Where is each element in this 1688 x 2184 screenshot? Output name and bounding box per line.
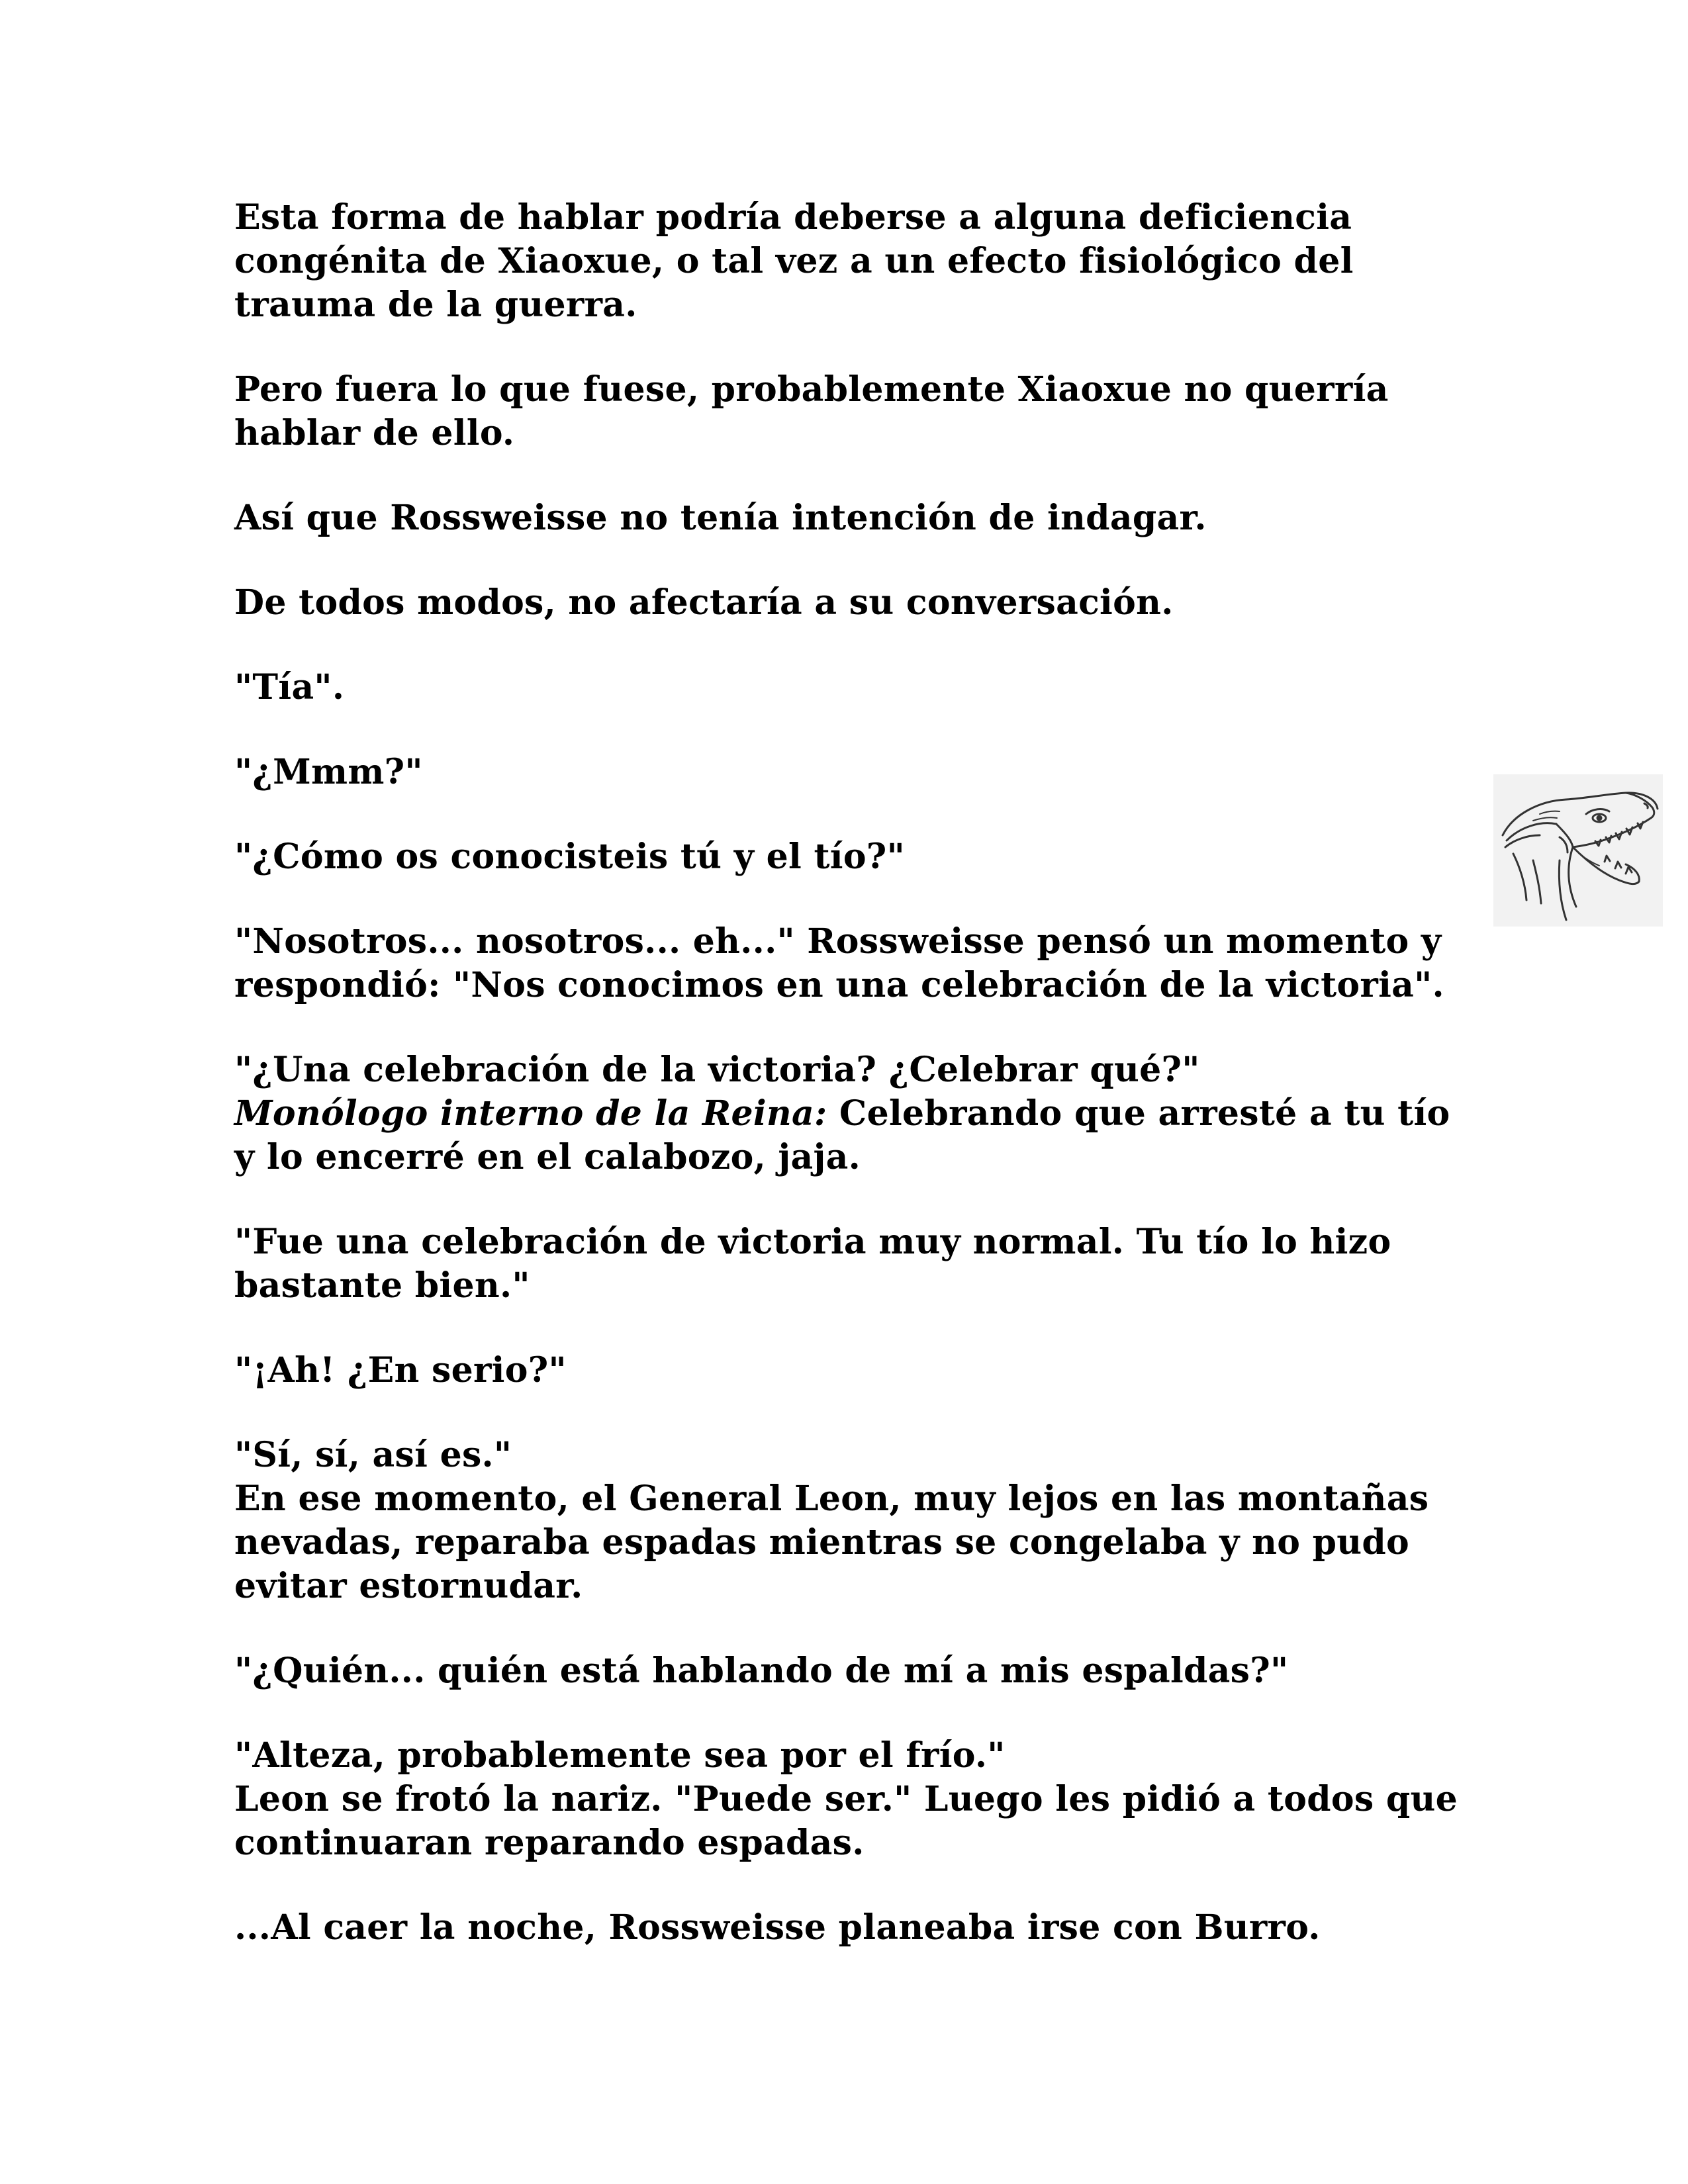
text-line: "¡Ah! ¿En serio?" — [234, 1350, 567, 1390]
paragraph-9 — [234, 1048, 1492, 1179]
text-line: hablar de ello. — [234, 413, 515, 453]
text-line: "¿Quién... quién está hablando de mí a mis espaldas?" — [234, 1651, 1289, 1691]
text-line: "Tía". — [234, 667, 345, 707]
paragraph-2 — [234, 368, 1492, 455]
body-text — [234, 196, 1492, 1991]
paragraph-1 — [234, 196, 1492, 327]
paragraph-12 — [234, 1433, 1492, 1608]
text-line: "Alteza, probablemente sea por el frío." — [234, 1735, 1006, 1776]
dinosaur-head-sketch-icon — [1493, 774, 1663, 927]
text-line: Leon se frotó la nariz. "Puede ser." Luego les pidió a todos que — [234, 1779, 1458, 1819]
text-line: En ese momento, el General Leon, muy lejos en las montañas — [234, 1479, 1429, 1519]
text-line: Esta forma de hablar podría deberse a alguna deficiencia — [234, 197, 1352, 238]
text-line: "Fue una celebración de victoria muy normal. Tu tío lo hizo — [234, 1222, 1391, 1262]
text-line — [234, 1092, 1492, 1136]
text-line: "¿Una celebración de la victoria? ¿Celebrar qué?" — [234, 1050, 1200, 1090]
paragraph-7 — [234, 835, 1492, 879]
text-line: nevadas, reparaba espadas mientras se congelaba y no pudo — [234, 1522, 1409, 1563]
text-line: Así que Rossweisse no tenía intención de indagar. — [234, 498, 1207, 538]
paragraph-15 — [234, 1906, 1492, 1950]
text-line: congénita de Xiaoxue, o tal vez a un efecto fisiológico del — [234, 241, 1354, 281]
text-line: "¿Mmm?" — [234, 752, 423, 792]
text-line: "¿Cómo os conocisteis tú y el tío?" — [234, 837, 905, 877]
paragraph-4 — [234, 581, 1492, 625]
text-line: "Sí, sí, así es." — [234, 1435, 512, 1475]
text-line: "Nosotros... nosotros... eh..." Rossweisse pensó un momento y — [234, 921, 1442, 962]
text-line: bastante bien." — [234, 1265, 530, 1306]
text-line: ...Al caer la noche, Rossweisse planeaba irse con Burro. — [234, 1907, 1321, 1948]
paragraph-5 — [234, 666, 1492, 709]
paragraph-8 — [234, 920, 1492, 1007]
paragraph-13 — [234, 1649, 1492, 1693]
paragraph-10 — [234, 1220, 1492, 1308]
text-line: evitar estornudar. — [234, 1566, 583, 1606]
text-line: respondió: "Nos conocimos en una celebración de la victoria". — [234, 965, 1444, 1005]
paragraph-11 — [234, 1349, 1492, 1392]
text-line: y lo encerré en el calabozo, jaja. — [234, 1137, 861, 1177]
text-line: De todos modos, no afectaría a su conversación. — [234, 582, 1174, 623]
text-fragment: Celebrando que arresté a tu tío — [827, 1093, 1450, 1134]
text-line: continuaran reparando espadas. — [234, 1823, 865, 1863]
italic-label: Monólogo interno de la Reina: — [234, 1093, 827, 1134]
text-line: Pero fuera lo que fuese, probablemente Xiaoxue no querría — [234, 369, 1389, 410]
paragraph-3 — [234, 496, 1492, 540]
paragraph-6 — [234, 751, 1492, 794]
text-line: trauma de la guerra. — [234, 285, 637, 325]
paragraph-14 — [234, 1734, 1492, 1865]
